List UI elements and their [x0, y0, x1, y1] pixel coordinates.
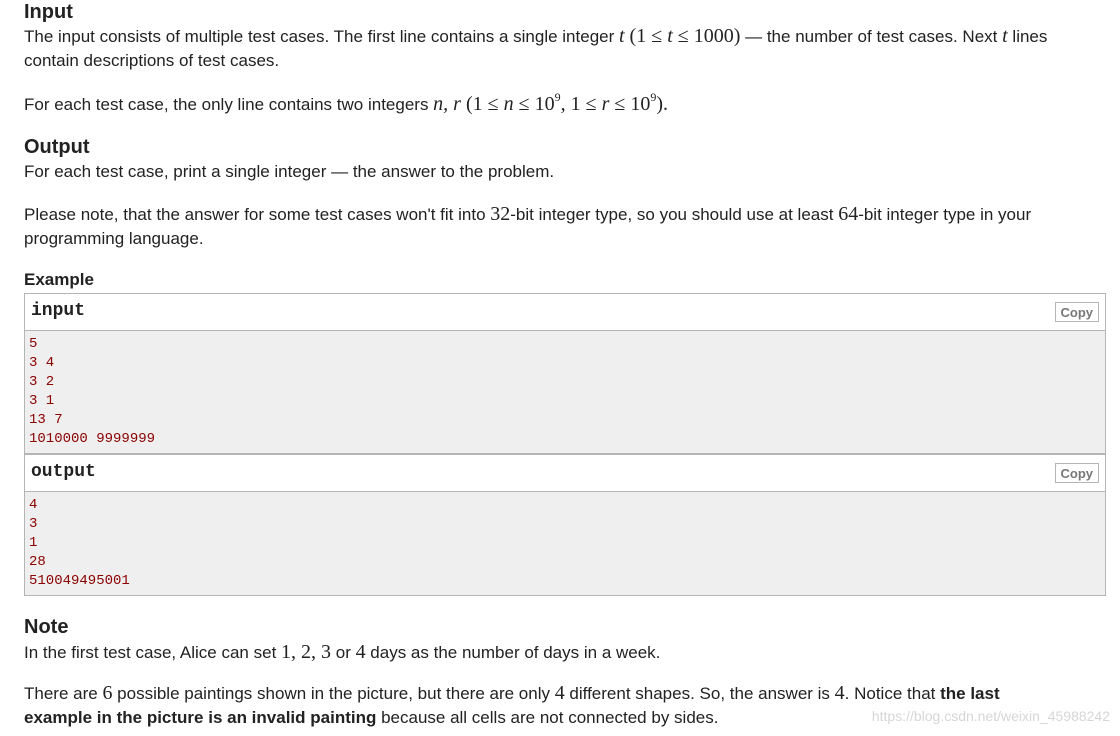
sample-output-content	[25, 492, 1105, 595]
sample-line: 1	[29, 535, 38, 551]
note-paragraph-2: There are 6 possible paintings shown in the picture, but there are only 4 different shapes. So, the answer is 4. Notice that the last example in the picture is an invalid painting because all cells are not connected by sides.	[24, 682, 1000, 727]
copy-output-button[interactable]: Copy	[1055, 463, 1100, 483]
note-title: Note	[24, 616, 69, 638]
sample-input-header	[25, 294, 1105, 331]
input-title: Input	[24, 1, 73, 23]
sample-output-header	[25, 455, 1105, 492]
output-paragraph-2: Please note, that the answer for some test cases won't fit into 32-bit integer type, so you should use at least 64-bit integer type in your programming language.	[24, 203, 1032, 248]
sample-line: 510049495001	[29, 573, 130, 589]
example-section	[24, 269, 94, 291]
output-paragraph-1: For each test case, print a single integer — the answer to the problem.	[24, 162, 555, 181]
sample-line: 3 4	[29, 355, 55, 371]
input-section	[24, 0, 73, 24]
sample-line: 1010000 9999999	[29, 431, 156, 447]
sample-line: 4	[29, 497, 38, 513]
sample-input-label: input	[31, 301, 86, 321]
note-section	[24, 615, 68, 639]
sample-line: 3 2	[29, 374, 55, 390]
sample-output-box	[24, 454, 1106, 596]
sample-output-label: output	[31, 462, 96, 482]
sample-line: 3 1	[29, 393, 55, 409]
output-section	[24, 135, 90, 159]
output-title: Output	[24, 136, 90, 158]
watermark-text: https://blog.csdn.net/weixin_45988242	[871, 708, 1110, 724]
input-paragraph-1: The input consists of multiple test cases. The first line contains a single integer t (1 ≤ t ≤ 1000) — the number of test cases. Next t lines contain descriptions of test cases.	[24, 25, 1048, 70]
copy-input-button[interactable]: Copy	[1055, 302, 1100, 322]
sample-line: 5	[29, 336, 38, 352]
sample-input-content	[25, 331, 1105, 453]
input-paragraph-2: For each test case, the only line contains two integers n, r ($1 \le n \le 10^9$, $1 \le r \le 10^9$).	[24, 90, 669, 115]
note-paragraph-1: In the first test case, Alice can set 1, 2, 3 or 4 days as the number of days in a week.	[24, 641, 661, 663]
sample-line: 3	[29, 516, 38, 532]
sample-line: 13 7	[29, 412, 63, 428]
sample-input-box	[24, 293, 1106, 454]
example-title: Example	[24, 270, 94, 289]
sample-line: 28	[29, 554, 46, 570]
